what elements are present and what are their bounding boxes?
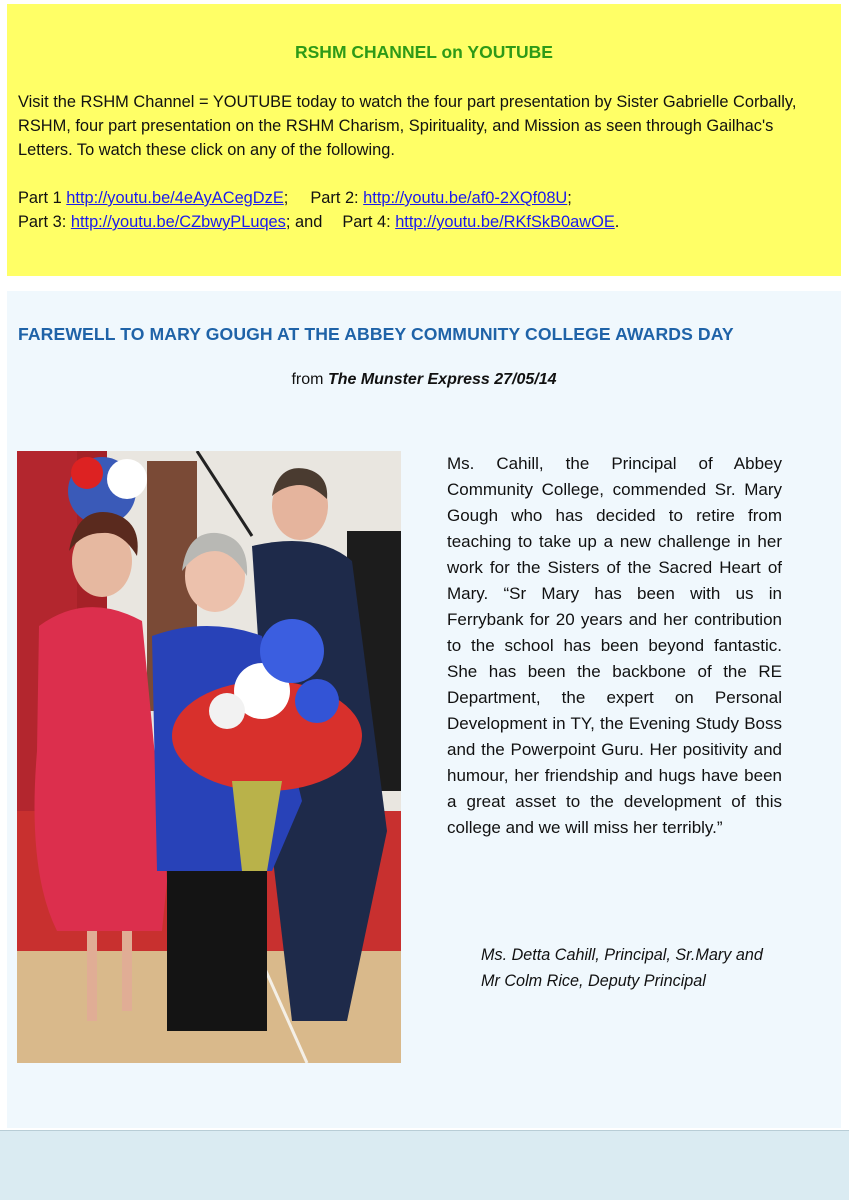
part-4-label: Part 4: bbox=[342, 213, 396, 231]
youtube-section-body bbox=[18, 90, 827, 234]
part-1-label: Part 1 bbox=[18, 189, 67, 207]
farewell-section bbox=[7, 291, 841, 1128]
part-3-suffix: ; and bbox=[285, 213, 323, 231]
youtube-section bbox=[7, 4, 841, 276]
awards-day-photo bbox=[17, 451, 401, 1063]
part-3-link[interactable]: http://youtu.be/CZbwyPLuqes bbox=[70, 213, 286, 231]
part-2-suffix: ; bbox=[567, 189, 572, 207]
youtube-section-title: RSHM CHANNEL on YOUTUBE bbox=[295, 42, 553, 62]
photo-caption: Ms. Detta Cahill, Principal, Sr.Mary and Mr Colm Rice, Deputy Principal bbox=[481, 946, 763, 990]
footer-bar bbox=[0, 1130, 849, 1200]
part-4-link[interactable]: http://youtu.be/RKfSkB0awOE bbox=[395, 213, 615, 231]
source-publication: The Munster Express 27/05/14 bbox=[327, 371, 557, 388]
youtube-links bbox=[18, 186, 827, 234]
article-body: Ms. Cahill, the Principal of Abbey Community College, commended Sr. Mary Gough who has decided to retire from teaching to take up a new challenge in her work for the Sisters of the Sacred Heart of Mary. “Sr Mary has been with us in Ferrybank for 20 years and her contribution to the school has been beyond fantastic. She has been the backbone of the RE Department, the expert on Personal Development in TY, the Evening Study Boss and the Powerpoint Guru. Her positivity and humour, her friendship and hugs have been a great asset to the development of this college and we will miss her terribly.” bbox=[447, 454, 782, 837]
part-1-suffix: ; bbox=[283, 189, 289, 207]
part-3-label: Part 3: bbox=[18, 213, 71, 231]
youtube-intro: Visit the RSHM Channel = YOUTUBE today to watch the four part presentation by Sister Gabrielle Corbally, RSHM, four part presentation on the RSHM Charism, Spirituality, and Mission as seen through Gailhac's Letters. To watch these click on any of the following. bbox=[18, 93, 797, 159]
farewell-headline: FAREWELL TO MARY GOUGH AT THE ABBEY COMMUNITY COLLEGE AWARDS DAY bbox=[18, 324, 734, 344]
part-4-suffix: . bbox=[614, 213, 620, 231]
source-line bbox=[7, 371, 841, 389]
part-1-link[interactable]: http://youtu.be/4eAyACegDzE bbox=[66, 189, 284, 207]
part-2-link[interactable]: http://youtu.be/af0-2XQf08U bbox=[363, 189, 568, 207]
part-2-label: Part 2: bbox=[310, 189, 364, 207]
source-prefix: from bbox=[291, 371, 328, 388]
